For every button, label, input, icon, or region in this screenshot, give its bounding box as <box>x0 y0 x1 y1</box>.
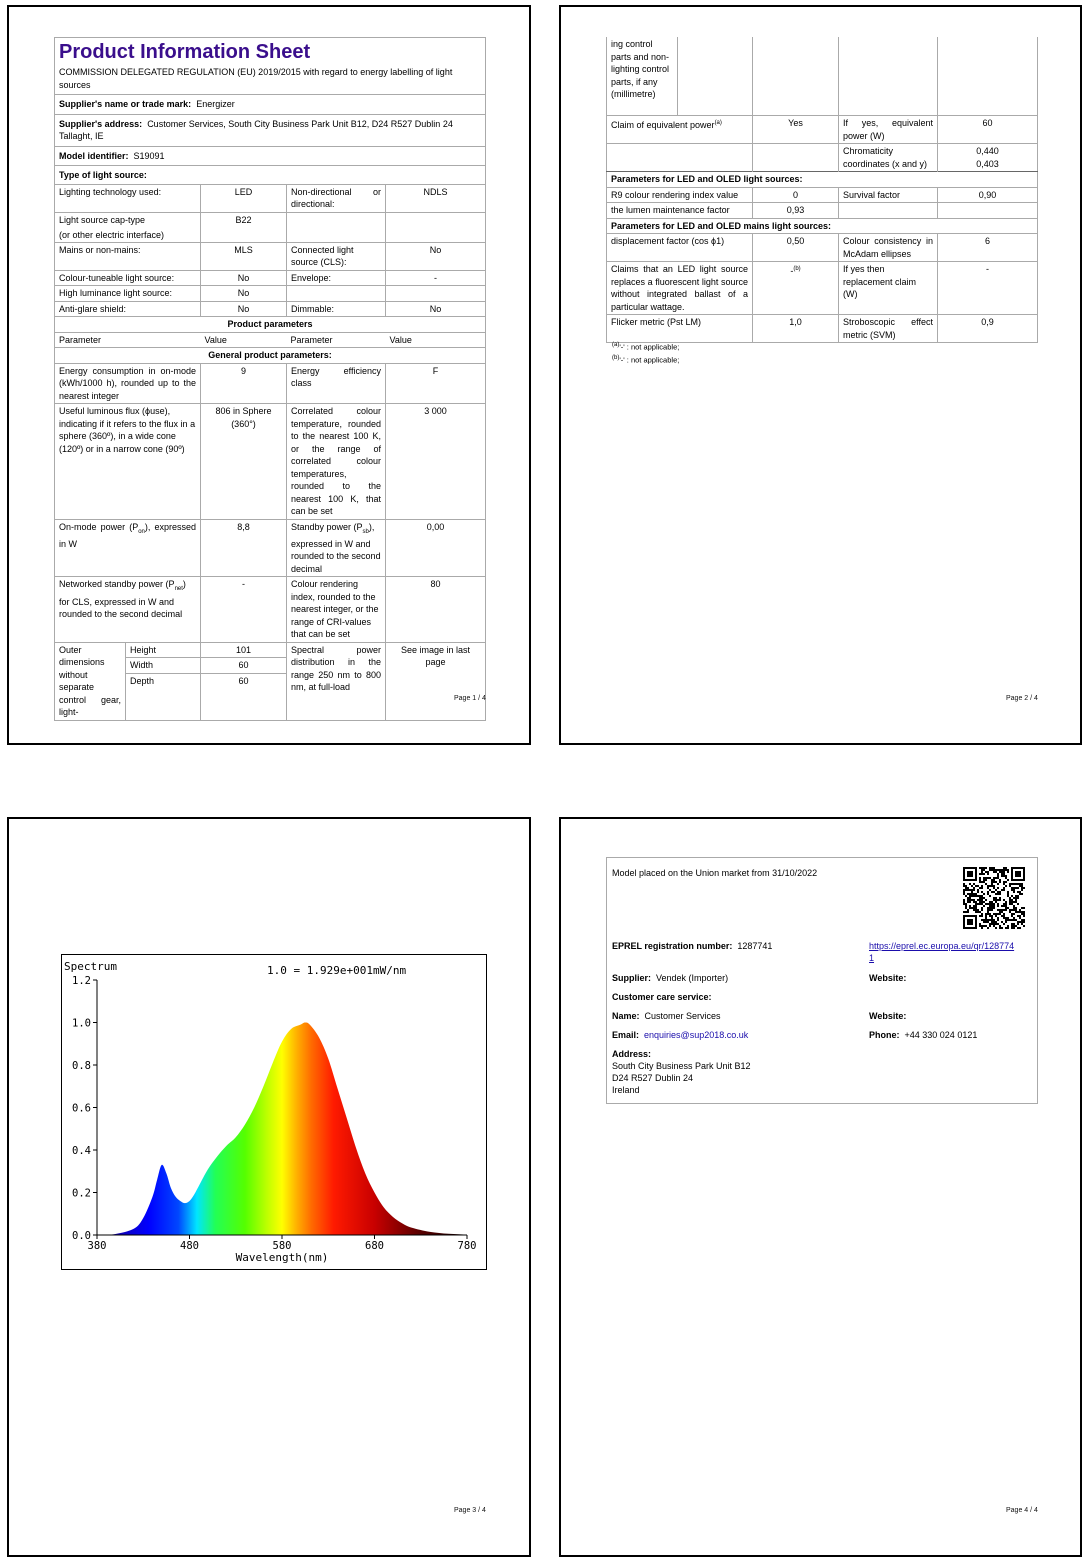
page-1 <box>7 5 531 745</box>
x-axis-label: Wavelength(nm) <box>235 1251 329 1264</box>
depth-label: Depth <box>126 673 200 689</box>
on-mode-power-value: 8,8 <box>201 519 287 577</box>
colour-tuneable-label: Colour-tuneable light source: <box>55 270 201 286</box>
y-tick-label: 0.6 <box>72 1102 91 1115</box>
page-2 <box>559 5 1082 745</box>
dimmable-label: Dimmable: <box>287 301 386 317</box>
eprel-row: EPREL registration number: 1287741 <box>612 941 773 951</box>
equivalent-power-label: If yes, equivalent power (W) <box>839 116 938 144</box>
luminous-flux-label: Useful luminous flux (ϕuse), indicating if it refers to the flux in a sphere (360º), in a wide cone (120º) or in a narrow cone (90º) <box>55 404 201 520</box>
phone-number: +44 330 024 0121 <box>904 1030 978 1040</box>
envelope-value: - <box>386 270 486 286</box>
cct-value: 3 000 <box>386 404 486 520</box>
high-luminance-label: High luminance light source: <box>55 286 201 302</box>
page-title: Product Information Sheet <box>59 41 311 63</box>
mains-value: MLS <box>201 242 287 270</box>
energy-consumption-value: 9 <box>201 363 287 404</box>
supplier-name: Vendek (Importer) <box>656 973 729 983</box>
mains-label: Mains or non-mains: <box>55 242 201 270</box>
depth-value: 60 <box>201 673 286 689</box>
email-link[interactable]: enquiries@sup2018.co.uk <box>644 1030 749 1040</box>
header-parameter-2: Parameter <box>287 332 386 348</box>
page-number: Page 4 / 4 <box>1006 1507 1038 1514</box>
care-name-row: Name: Customer Services <box>612 1011 721 1021</box>
networked-standby-value: - <box>201 577 287 643</box>
page-3 <box>7 817 531 1557</box>
width-value: 60 <box>201 657 286 673</box>
survival-factor-label: Survival factor <box>839 187 938 203</box>
product-parameters-heading: Product parameters <box>55 317 486 333</box>
spectral-label: Spectral power distribution in the range 250 nm to 800 nm, at full-load <box>287 642 386 720</box>
supplier-row: Supplier: Vendek (Importer) <box>612 973 729 983</box>
chromaticity-y: 0,403 <box>976 158 999 169</box>
customer-care-label: Customer care service: <box>612 992 712 1002</box>
address-line-1: South City Business Park Unit B12 <box>612 1061 751 1071</box>
lighting-technology-label: Lighting technology used: <box>55 184 201 212</box>
y-tick-label: 0.8 <box>72 1060 91 1072</box>
page-number: Page 2 / 4 <box>1006 695 1038 702</box>
email-row: Email: enquiries@sup2018.co.uk <box>612 1030 749 1040</box>
lighting-technology-value: LED <box>201 184 287 212</box>
r9-label: R9 colour rendering index value <box>607 187 753 203</box>
y-tick-label: 0.0 <box>72 1230 91 1242</box>
height-value: 101 <box>235 644 252 655</box>
page-number: Page 3 / 4 <box>454 1507 486 1514</box>
spectral-value: See image in last page <box>386 642 486 720</box>
stroboscopic-value: 0,9 <box>938 315 1038 343</box>
claim-equivalent-label: Claim of equivalent power$^{(a)}$ <box>607 116 753 144</box>
x-tick-label: 580 <box>272 1240 292 1252</box>
x-tick-label: 480 <box>180 1240 199 1252</box>
phone-row: Phone: +44 330 024 0121 <box>869 1030 978 1040</box>
chromaticity-label: Chromaticity coordinates (x and y) <box>839 144 938 172</box>
regulation-text: COMMISSION DELEGATED REGULATION (EU) 2019/2015 with regard to energy labelling of light sources <box>59 67 453 90</box>
led-parameters-heading: Parameters for LED and OLED light sources: <box>607 172 1038 188</box>
header-value: Value <box>201 332 287 348</box>
cls-value: No <box>386 242 486 270</box>
model-identifier: S19091 <box>133 150 165 161</box>
address-line-2: D24 R527 Dublin 24 <box>612 1073 694 1083</box>
cap-type-label: Light source cap-type <box>59 214 146 225</box>
address-line-3: Ireland <box>612 1085 640 1095</box>
type-heading: Type of light source: <box>55 166 486 185</box>
energy-class-label: Energy efficiency class <box>287 363 386 404</box>
r9-value: 0 <box>753 187 839 203</box>
stroboscopic-label: Stroboscopic effect metric (SVM) <box>839 315 938 343</box>
supplier-name-label: Supplier's name or trade mark: <box>59 99 192 109</box>
chart-title: Spectrum <box>64 960 117 973</box>
eprel-link[interactable]: https://eprel.ec.europa.eu/qr/1287741 <box>869 941 1015 963</box>
chart-subtitle: 1.0 = 1.929e+001mW/nm <box>267 964 407 977</box>
care-website-label: Website: <box>869 1011 907 1021</box>
y-tick-label: 1.0 <box>72 1017 91 1030</box>
energy-class-value: F <box>386 363 486 404</box>
footnote-a: $^{(a)}$'-' : not applicable; <box>612 342 680 352</box>
care-name: Customer Services <box>644 1011 721 1021</box>
dimmable-value: No <box>386 301 486 317</box>
on-mode-power-label: On-mode power $(P_{on})$, expressed in W <box>55 519 201 577</box>
colour-tuneable-value: No <box>201 270 287 286</box>
outer-dimensions-label: Outer dimensions without separate control gear, light- <box>55 643 126 720</box>
product-information-table <box>54 37 486 721</box>
footnote-b: $^{(b)}$'-' : not applicable; <box>612 355 680 365</box>
width-label: Width <box>126 657 200 673</box>
page-4 <box>559 817 1082 1557</box>
page-number: Page 1 / 4 <box>454 695 486 702</box>
directional-value: NDLS <box>386 184 486 212</box>
y-tick-label: 0.4 <box>72 1145 91 1157</box>
standby-power-value: 0,00 <box>386 519 486 577</box>
product-information-table-continued <box>606 37 1038 343</box>
energy-consumption-label: Energy consumption in on-mode (kWh/1000 h), rounded up to the nearest integer <box>55 363 201 404</box>
cls-label: Connected light source (CLS): <box>287 242 386 270</box>
eprel-number: 1287741 <box>737 941 773 951</box>
cri-value: 80 <box>386 577 486 643</box>
networked-standby-label: Networked standby power $(P_{net})$ for CLS, expressed in W and rounded to the second decimal <box>55 577 201 643</box>
y-tick-label: 0.2 <box>72 1187 91 1200</box>
y-tick-label: 1.2 <box>72 975 91 987</box>
cap-type-value: B22 <box>201 212 287 242</box>
anti-glare-value: No <box>201 301 287 317</box>
equivalent-power-value: 60 <box>938 116 1038 144</box>
chromaticity-x: 0,440 <box>976 146 999 156</box>
height-label: Height <box>130 644 157 655</box>
flicker-metric-value: 1,0 <box>753 315 839 343</box>
x-tick-label: 780 <box>457 1240 477 1252</box>
header-value-2: Value <box>386 332 486 348</box>
mains-parameters-heading: Parameters for LED and OLED mains light sources: <box>607 218 1038 234</box>
lumen-maintenance-value: 0,93 <box>753 203 839 219</box>
fluorescent-claim-label: Claims that an LED light source replaces a fluorescent light source without integrated ballast of a particular wattage. <box>607 262 753 315</box>
continued-dimension-label: ing control parts and non-lighting control parts, if any (millimetre) <box>607 37 678 115</box>
fluorescent-claim-value: -$^{(b)}$ <box>753 262 839 315</box>
claim-equivalent-value: Yes <box>753 116 839 144</box>
colour-consistency-value: 6 <box>938 234 1038 262</box>
header-parameter: Parameter <box>55 332 201 348</box>
supplier-address: Customer Services, South City Business Park Unit B12, D24 R527 Dublin 24 Tallaght, IE <box>59 118 453 141</box>
envelope-label: Envelope: <box>287 270 386 286</box>
flicker-metric-label: Flicker metric (Pst LM) <box>607 315 753 343</box>
cri-label: Colour rendering index, rounded to the nearest integer, or the range of CRI-values that can be set <box>287 577 386 643</box>
model-label: Model identifier: <box>59 150 129 161</box>
luminous-flux-value: 806 in Sphere (360°) <box>201 404 287 520</box>
replacement-claim-label: If yes then replacement claim (W) <box>839 262 938 315</box>
address-label: Address: <box>612 1049 652 1059</box>
website-label: Website: <box>869 973 907 983</box>
displacement-factor-value: 0,50 <box>753 234 839 262</box>
x-tick-label: 680 <box>365 1240 384 1252</box>
survival-factor-value: 0,90 <box>938 187 1038 203</box>
supplier-name: Energizer <box>196 99 235 109</box>
general-parameters-heading: General product parameters: <box>55 348 486 364</box>
replacement-claim-value: - <box>938 262 1038 315</box>
standby-power-label: Standby power $(P_{sb})$, expressed in W and rounded to the second decimal <box>287 519 386 577</box>
cct-label: Correlated colour temperature, rounded to the nearest 100 K, or the range of correlated colour temperatures, rounded to the nearest 100 K, that can be set <box>287 404 386 520</box>
supplier-address-label: Supplier's address: <box>59 118 143 129</box>
lumen-maintenance-label: the lumen maintenance factor <box>607 203 753 219</box>
address-block <box>612 1048 751 1096</box>
high-luminance-value: No <box>201 286 287 302</box>
cap-type-label-2: (or other electric interface) <box>59 230 165 240</box>
x-tick-label: 380 <box>87 1240 107 1252</box>
colour-consistency-label: Colour consistency in McAdam ellipses <box>839 234 938 262</box>
anti-glare-label: Anti-glare shield: <box>55 301 201 317</box>
qr-code <box>963 867 1025 929</box>
market-date: Model placed on the Union market from 31/10/2022 <box>612 868 818 878</box>
directional-label: Non-directional or directional: <box>287 184 386 212</box>
spectrum-chart <box>61 954 487 1270</box>
displacement-factor-label: displacement factor (cos ϕ1) <box>607 234 753 262</box>
